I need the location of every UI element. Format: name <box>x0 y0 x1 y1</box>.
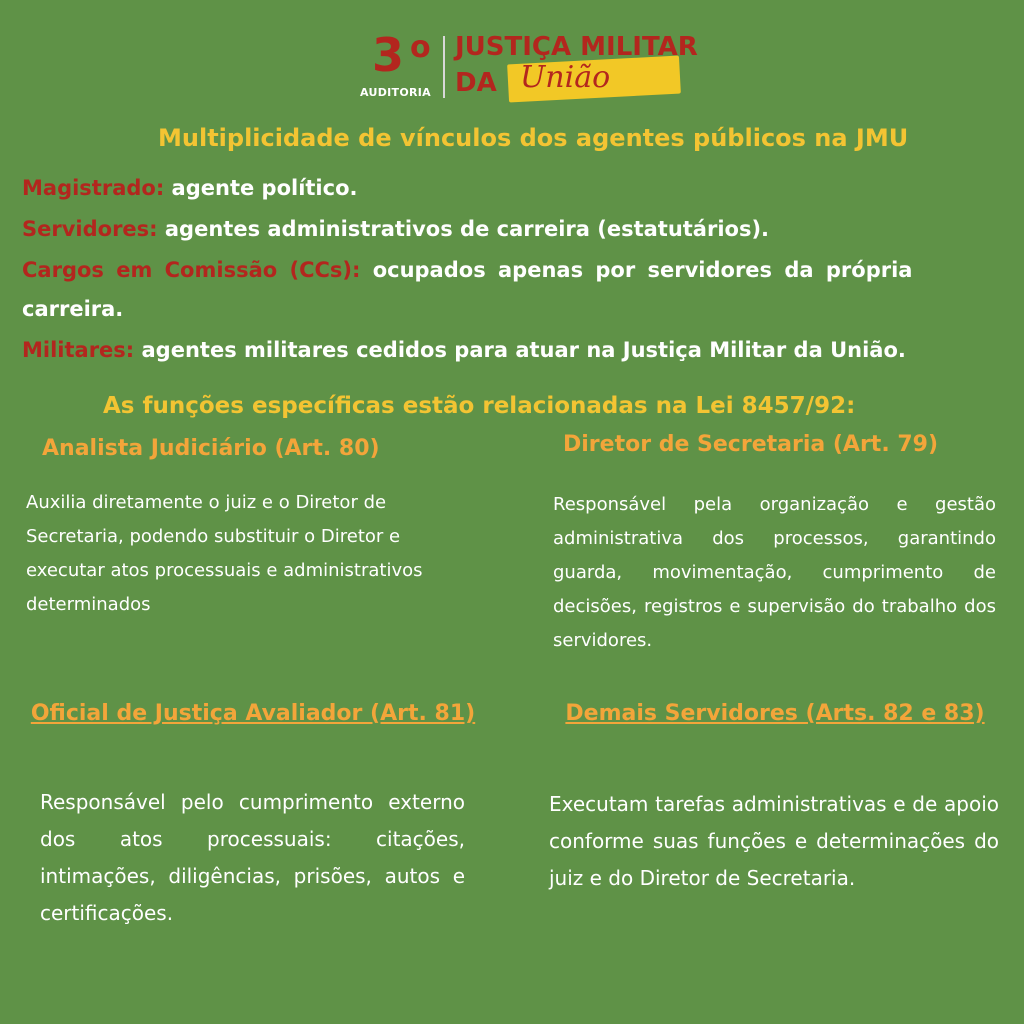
definition-term: Servidores: <box>22 217 158 241</box>
definition-text-cont: carreira. <box>22 297 124 321</box>
definition-term: Magistrado: <box>22 176 165 200</box>
oficial-title: Oficial de Justiça Avaliador (Art. 81) <box>30 701 476 726</box>
definition-cargos-comissao <box>22 258 1000 282</box>
logo-ordinal: o <box>410 30 431 65</box>
analista-title: Analista Judiciário (Art. 80) <box>42 436 380 461</box>
definition-text: ocupados apenas por servidores da própria <box>360 258 913 282</box>
logo-divider <box>443 36 445 98</box>
analista-description: Auxilia diretamente o juiz e o Diretor de Secretaria, podendo substituir o Diretor e executar atos processuais e administrativos determinados <box>26 492 423 615</box>
diretor-description: Responsável pela organização e gestão administrativa dos processos, garantindo guarda, movimentação, cumprimento de decisões, registros e supervisão do trabalho dos servidores. <box>553 494 996 651</box>
definition-term: Militares: <box>22 338 135 362</box>
main-title: Multiplicidade de vínculos dos agentes públicos na JMU <box>158 124 909 152</box>
definition-servidores <box>22 217 1000 241</box>
definition-militares <box>22 338 1000 362</box>
logo-highlight-word: União <box>520 60 611 95</box>
logo-subtitle: AUDITORIA <box>360 86 431 99</box>
diretor-title: Diretor de Secretaria (Art. 79) <box>563 432 939 457</box>
definition-term: Cargos em Comissão (CCs): <box>22 258 361 282</box>
logo-number: 3 <box>372 28 404 82</box>
definition-text: agente político. <box>164 176 358 200</box>
definition-magistrado <box>22 176 1000 200</box>
logo-line1: JUSTIÇA MILITAR <box>455 32 698 62</box>
definition-text: agentes militares cedidos para atuar na Justiça Militar da União. <box>134 338 906 362</box>
demais-title: Demais Servidores (Arts. 82 e 83) <box>565 701 985 726</box>
functions-title: As funções específicas estão relacionadas na Lei 8457/92: <box>103 393 856 419</box>
definition-cargos-comissao-cont <box>22 297 1000 321</box>
definition-text: agentes administrativos de carreira (estatutários). <box>157 217 770 241</box>
demais-description: Executam tarefas administrativas e de apoio conforme suas funções e determinações do juiz e do Diretor de Secretaria. <box>549 792 999 890</box>
jmu-logo <box>360 28 710 106</box>
logo-line2: DA <box>455 68 497 98</box>
oficial-description: Responsável pelo cumprimento externo dos atos processuais: citações, intimações, diligências, prisões, autos e certificações. <box>40 790 465 925</box>
